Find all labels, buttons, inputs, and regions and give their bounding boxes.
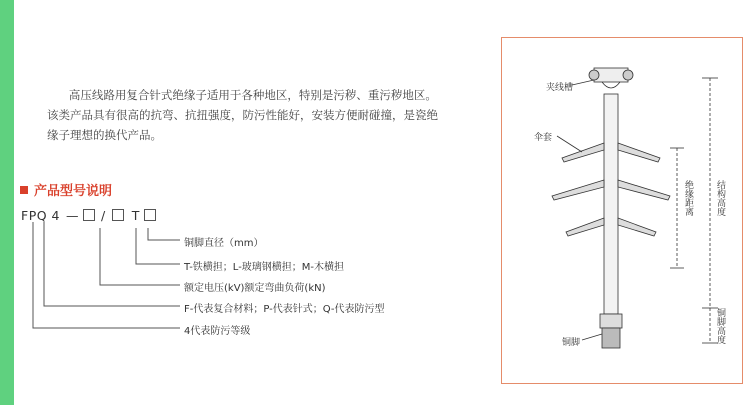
shed-label: 伞套 (534, 133, 553, 143)
insulator-drawing (501, 37, 743, 384)
code-prefix: FPQ 4 (21, 207, 60, 223)
legend-item-crossarm: T-铁横担；L-玻璃钢横担；M-木横担 (184, 262, 345, 273)
code-t: T (131, 207, 140, 223)
intro-text: 高压线路用复合针式绝缘子适用于各种地区，特别是污秽、重污秽地区。该类产品具有很高的抗弯、抗扭强度，防污性能好，安装方便耐碰撞，是瓷绝缘子理想的换代产品。 (47, 88, 438, 142)
structure-height-label: 结构高度 (715, 180, 725, 216)
insulator-svg (502, 38, 742, 383)
foot-label: 铜脚 (562, 338, 581, 348)
clamp-label: 夹线槽 (546, 83, 574, 93)
legend-item-diameter: 铜脚直径（mm） (184, 238, 264, 249)
insulation-distance-label: 绝缘距离 (683, 180, 693, 216)
legend-item-material-type: F-代表复合材料；P-代表针式；Q-代表防污型 (184, 304, 385, 315)
code-slash: / (101, 207, 106, 223)
code-dash: — (66, 207, 79, 223)
foot-height-label: 铜脚高度 (715, 308, 725, 344)
legend-item-pollution-level: 4代表防污等级 (184, 326, 251, 337)
section-title-text: 产品型号说明 (34, 184, 113, 199)
legend-item-voltage-load: 额定电压(kV)额定弯曲负荷(kN) (184, 283, 326, 294)
